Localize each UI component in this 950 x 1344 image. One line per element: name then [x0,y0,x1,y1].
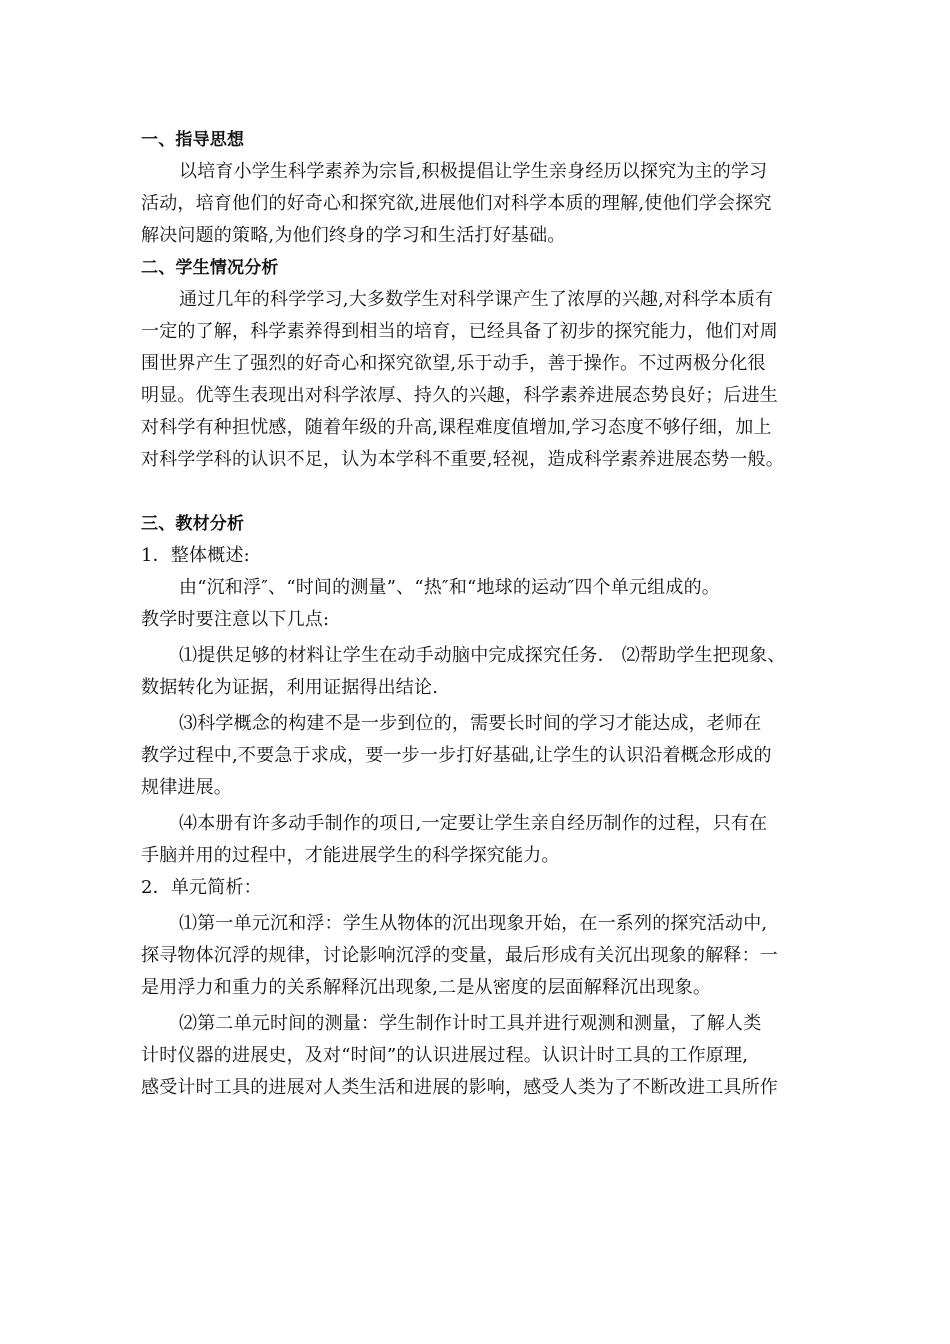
paragraph-line: 围世界产生了强烈的好奇心和探究欲望,乐于动手，善于操作。不过两极分化很 [141,353,766,374]
paragraph-line: 解决问题的策略,为他们终身的学习和生活打好基础。 [141,225,566,246]
paragraph-line: 由“沉和浮″、“时间的测量”、“热″和“地球的运动″四个单元组成的。 [179,577,720,598]
list-item-line: 是用浮力和重力的关系解释沉出现象,二是从密度的层面解释沉出现象。 [141,977,712,998]
list-item-line: ⑴第一单元沉和浮：学生从物体的沉出现象开始，在一系列的探究活动中, [179,913,768,934]
paragraph-line: 通过几年的科学学习,大多数学生对科学课产生了浓厚的兴趣,对科学本质有 [179,289,774,310]
paragraph-line: 明显。优等生表现出对科学浓厚、持久的兴趣，科学素养进展态势良好；后进生 [141,385,778,406]
list-item-line: ⑶科学概念的构建不是一步到位的，需要长时间的学习才能达成，老师在 [179,713,762,734]
list-item-line: 探寻物体沉浮的规律，讨论影响沉浮的变量，最后形成有关沉出现象的解释：一 [141,945,778,966]
list-item-line: 规律进展。 [141,777,232,798]
subsection-title-overview: 1．整体概述: [141,545,250,566]
section-heading-student-analysis: 二、学生情况分析 [141,258,279,278]
list-item-line: 数据转化为证据，利用证据得出结论. [141,677,439,698]
list-item-line: 感受计时工具的进展对人类生活和进展的影响，感受人类为了不断改进工具所作 [141,1077,778,1098]
paragraph-line: 对科学学科的认识不足，认为本学科不重要,轻视，造成科学素养进展态势一般。 [141,449,784,470]
document-body [141,124,821,1104]
list-item-line: ⑷本册有许多动手制作的项日,一定要让学生亲自经历制作的过程，只有在 [179,813,768,834]
section-heading-guiding-thought: 一、指导思想 [141,130,245,150]
paragraph-line: 活动，培育他们的好奇心和探究欲,进展他们对科学本质的理解,使他们学会探究 [141,193,772,214]
section-heading-textbook-analysis: 三、教材分析 [141,514,245,534]
paragraph-line: 一定的了解，科学素养得到相当的培育，已经具备了初步的探究能力，他们对周 [141,321,778,342]
list-item-line: 教学过程中,不要急于求成，要一步一步打好基础,让学生的认识沿着概念形成的 [141,745,772,766]
paragraph-line: 对科学有种担忧感，随着年级的升高,课程难度值增加,学习态度不够仔细，加上 [141,417,772,438]
paragraph-line: 以培育小学生科学素养为宗旨,积极提倡让学生亲身经历以探究为主的学习 [179,161,768,182]
list-item-line: ⑴提供足够的材料让学生在动手动脑中完成探究任务． ⑵帮助学生把现象、 [179,645,786,666]
list-item-line: ⑵第二单元时间的测量：学生制作计时工具并进行观测和测量，了解人类 [179,1013,762,1034]
blank-line [141,476,821,508]
list-item-line: 手脑并用的过程中，才能进展学生的科学探究能力。 [141,845,560,866]
list-item-line: 计时仪器的进展史，及对“时间”的认识进展过程。认识计时工具的工作原理, [141,1045,749,1066]
subsection-title-units: 2．单元简析： [141,877,262,898]
paragraph-line: 教学时要注意以下几点: [141,609,330,630]
